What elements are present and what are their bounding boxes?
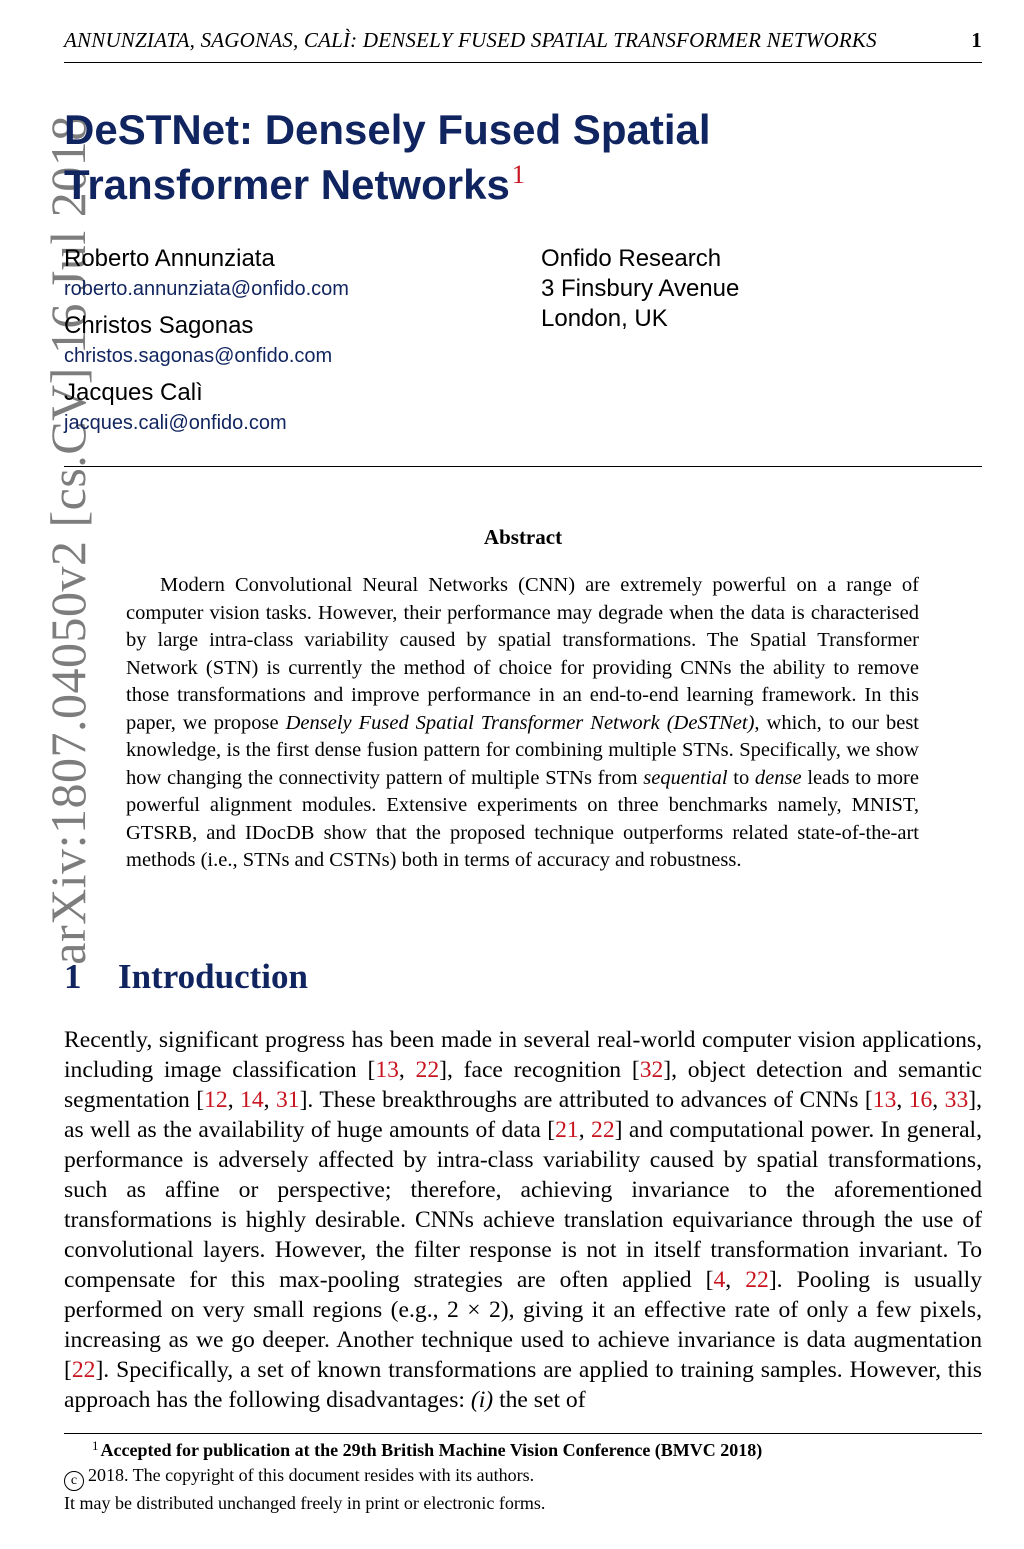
- citation-link[interactable]: 33: [944, 1087, 969, 1113]
- body-text: Recently, significant progress has been made in several real-world computer vision applications, including image classification [: [64, 1027, 982, 1083]
- citation-link[interactable]: 22: [71, 1357, 96, 1383]
- body-text: ], object detection and semantic segmentation [: [64, 1057, 983, 1113]
- affiliation-line: Onfido Research: [541, 245, 722, 272]
- body-text: ,: [725, 1267, 746, 1293]
- author-email-link[interactable]: roberto.annunziata@onfido.com: [64, 278, 349, 300]
- author-email-link[interactable]: christos.sagonas@onfido.com: [64, 345, 333, 367]
- body-text: ]. These breakthroughs are attributed to advances of CNNs [: [299, 1087, 873, 1113]
- citation-link[interactable]: 16: [908, 1087, 933, 1113]
- citation-link[interactable]: 22: [415, 1057, 440, 1083]
- abstract-text: Modern Convolutional Neural Networks (CNN) are extremely powerful on a range of computer vision tasks. However, their performance may degrade when the data is characterised by large intra-class variability caused by spatial transformations. The Spatial Transformer Network (STN) is currently the method of choice for providing CNNs the ability to remove those transformations and improve performance in an end-to-end learning framework. In this paper, we propose: [126, 574, 919, 734]
- body-text: ], face recognition [: [439, 1057, 640, 1083]
- citation-link[interactable]: 22: [591, 1117, 615, 1143]
- introduction-body: [64, 1025, 982, 1415]
- citation-link[interactable]: 12: [204, 1087, 228, 1113]
- abstract-emphasis: Densely Fused Spatial Transformer Network (DeSTNet): [285, 711, 755, 734]
- affiliation-line: London, UK: [541, 305, 668, 332]
- arxiv-stamp: arXiv:1807.04050v2 [cs.CV] 16 Jul 2018: [40, 115, 96, 965]
- footnote-mark: 1: [92, 1438, 99, 1453]
- author-name: Roberto Annunziata: [64, 245, 275, 272]
- header-rule: [64, 62, 982, 63]
- body-text: ,: [227, 1087, 241, 1113]
- abstract-text: , which, to our best knowledge, is the first dense fusion pattern for combining multiple STNs. Specifically, we show how changing the connectivity pattern of multiple STNs from: [126, 711, 919, 789]
- section-number: 1: [64, 957, 82, 996]
- author-email-link[interactable]: jacques.cali@onfido.com: [64, 412, 287, 434]
- title-line-2-text: Transformer Networks: [64, 161, 510, 208]
- body-text: the set of: [493, 1387, 586, 1413]
- paper-title: [64, 102, 824, 212]
- running-head: [64, 28, 982, 53]
- citation-link[interactable]: 13: [375, 1057, 399, 1083]
- abstract-emphasis: dense: [754, 766, 802, 789]
- affiliation-line: 3 Finsbury Avenue: [541, 275, 740, 302]
- author-block-rule: [64, 466, 982, 467]
- body-text: ,: [932, 1087, 945, 1113]
- citation-link[interactable]: 13: [872, 1087, 897, 1113]
- citation-link[interactable]: 31: [275, 1087, 300, 1113]
- body-text: ,: [896, 1087, 909, 1113]
- title-line-1: DeSTNet: Densely Fused Spatial: [64, 106, 711, 153]
- copyright-icon: c: [64, 1471, 84, 1491]
- author-name: Christos Sagonas: [64, 312, 254, 339]
- body-text: ,: [263, 1087, 276, 1113]
- citation-link[interactable]: 4: [713, 1267, 726, 1293]
- footnote-acceptance: [64, 1438, 982, 1463]
- abstract-paragraph: [126, 572, 919, 875]
- footnote-copyright: [64, 1463, 982, 1491]
- footnote-acceptance-text: Accepted for publication at the 29th British Machine Vision Conference (BMVC 2018): [100, 1440, 763, 1460]
- body-text: ,: [398, 1057, 416, 1083]
- title-line-2: [64, 157, 824, 212]
- abstract-text: leads to more powerful alignment modules. Extensive experiments on three benchmarks namely, MNIST, GTSRB, and IDocDB show that the proposed technique outperforms related state-of-the-art methods (i.e., STNs and CSTNs) both in terms of accuracy and robustness.: [126, 766, 919, 871]
- copyright-text: 2018. The copyright of this document resides with its authors.: [88, 1464, 535, 1485]
- footnote: [64, 1438, 982, 1515]
- body-text: ] and computational power. In general, performance is adversely affected by intra-class variability caused by spatial transformations, such as affine or perspective; therefore, achieving invariance to the aforementioned transformations is highly desirable. CNNs achieve translation equivariance through the use of convolutional layers. However, the filter response is not in itself transformation invariant. To compensate for this max-pooling strategies are often applied [: [64, 1117, 983, 1293]
- body-text: ,: [578, 1117, 592, 1143]
- body-text: ]. Specifically, a set of known transformations are applied to training samples. However, this approach has the following disadvantages:: [64, 1357, 982, 1413]
- citation-link[interactable]: 32: [639, 1057, 664, 1083]
- section-title: Introduction: [118, 957, 308, 996]
- body-emphasis: (i): [470, 1387, 494, 1413]
- author-name: Jacques Calì: [64, 379, 203, 406]
- citation-link[interactable]: 21: [555, 1117, 579, 1143]
- introduction-paragraph: [64, 1025, 982, 1415]
- footnote-distribution: It may be distributed unchanged freely in print or electronic forms.: [64, 1492, 546, 1513]
- page-number: 1: [971, 28, 982, 52]
- footnote-rule: [64, 1433, 982, 1434]
- affiliation: [541, 244, 981, 334]
- citation-link[interactable]: 22: [745, 1267, 769, 1293]
- abstract-text: to: [727, 766, 755, 789]
- abstract-heading: Abstract: [483, 525, 563, 549]
- abstract-body: [126, 572, 919, 875]
- abstract-emphasis: sequential: [643, 766, 728, 789]
- citation-link[interactable]: 14: [240, 1087, 264, 1113]
- section-heading: [64, 955, 664, 999]
- body-text: ]. Pooling is usually performed on very small regions (e.g., 2 × 2), giving it an effective rate of only a few pixels, increasing as we go deeper. Another technique used to achieve invariance is data augmentation [: [64, 1267, 982, 1383]
- body-text: ], as well as the availability of huge amounts of data [: [64, 1087, 982, 1143]
- title-footnote-mark[interactable]: 1: [511, 160, 525, 189]
- author-list: [64, 244, 524, 445]
- running-head-text: ANNUNZIATA, SAGONAS, CALÌ: DENSELY FUSED SPATIAL TRANSFORMER NETWORKS: [64, 28, 877, 52]
